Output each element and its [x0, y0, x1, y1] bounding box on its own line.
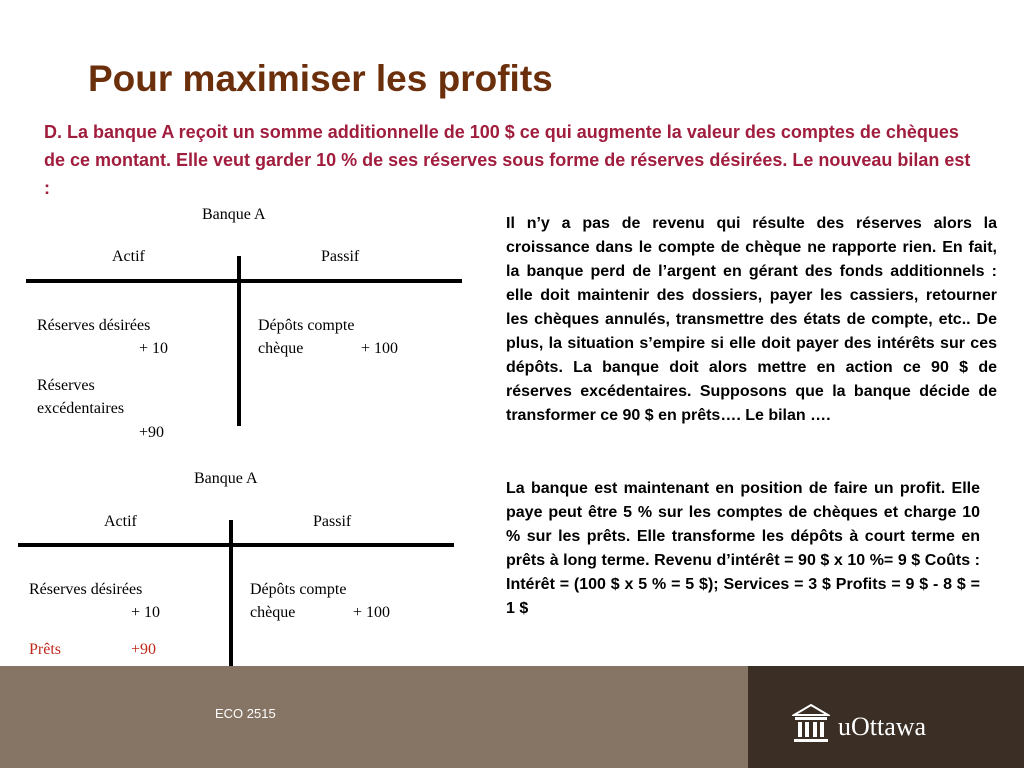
t-account-vertical-line	[237, 256, 241, 426]
depots-label-2: chèque	[258, 340, 304, 357]
intro-text: D. La banque A reçoit un somme additionnelle de 100 $ ce qui augmente la valeur des comptes de chèques de ce montant. Elle veut garder 10 % de ses réserves sous forme de réserves désirées. Le nouveau bilan est :	[44, 122, 971, 198]
reserves-excedentaires-label-2: excédentaires	[37, 400, 125, 417]
reserves-desirees-value: + 10	[139, 340, 169, 357]
depots-label-1: Dépôts compte	[258, 317, 355, 334]
passif-header: Passif	[321, 248, 360, 265]
balance-title: Banque A	[194, 470, 258, 487]
depots-label-1: Dépôts compte	[250, 581, 347, 598]
prets-label: Prêts	[29, 641, 61, 658]
depots-label-2: chèque	[250, 604, 296, 621]
t-account-horizontal-line	[26, 279, 462, 283]
course-code: ECO 2515	[215, 706, 276, 721]
explanation-paragraph-1: Il n’y a pas de revenu qui résulte des réserves alors la croissance dans le compte de chèque ne rapporte rien. En fait, la banque perd de l’argent en gérant des fonds additionnels : elle doit maintenir des dossiers, payer les cassiers, retourner les chèques annulés, transmettre des états de compte, etc.. De plus, la situation s’empire si elle doit payer des intérêts sur ces dépôts. La banque doit alors mettre en action ce 90 $ de réserves excédentaires. Supposons que la banque décide de transformer ce 90 $ en prêts…. Le bilan ….	[506, 215, 997, 424]
reserves-excedentaires-value: +90	[139, 424, 165, 441]
actif-header: Actif	[112, 248, 145, 265]
depots-value: + 100	[353, 604, 391, 621]
slide-title: Pour maximiser les profits	[88, 58, 553, 99]
balance-title: Banque A	[202, 206, 266, 223]
prets-value: +90	[131, 641, 157, 658]
depots-value: + 100	[361, 340, 399, 357]
university-wordmark: uOttawa	[838, 712, 927, 741]
actif-header: Actif	[104, 513, 137, 530]
reserves-desirees-label: Réserves désirées	[37, 317, 151, 334]
t-account-horizontal-line	[18, 543, 454, 547]
reserves-desirees-label: Réserves désirées	[29, 581, 143, 598]
university-building-icon	[792, 703, 830, 745]
reserves-desirees-value: + 10	[131, 604, 161, 621]
explanation-paragraph-2: La banque est maintenant en position de faire un profit. Elle paye peut être 5 % sur les comptes de chèques et charge 10 % sur les prêts. Elle transforme les dépôts à court terme en prêts à long terme. Revenu d’intérêt = 90 $ x 10 %= 9 $ Coûts : Intérêt = (100 $ x 5 % = 5 $); Services = 3 $ Profits = 9 $ - 8 $ = 1 $	[506, 480, 980, 617]
passif-header: Passif	[313, 513, 352, 530]
reserves-excedentaires-label-1: Réserves	[37, 377, 95, 394]
